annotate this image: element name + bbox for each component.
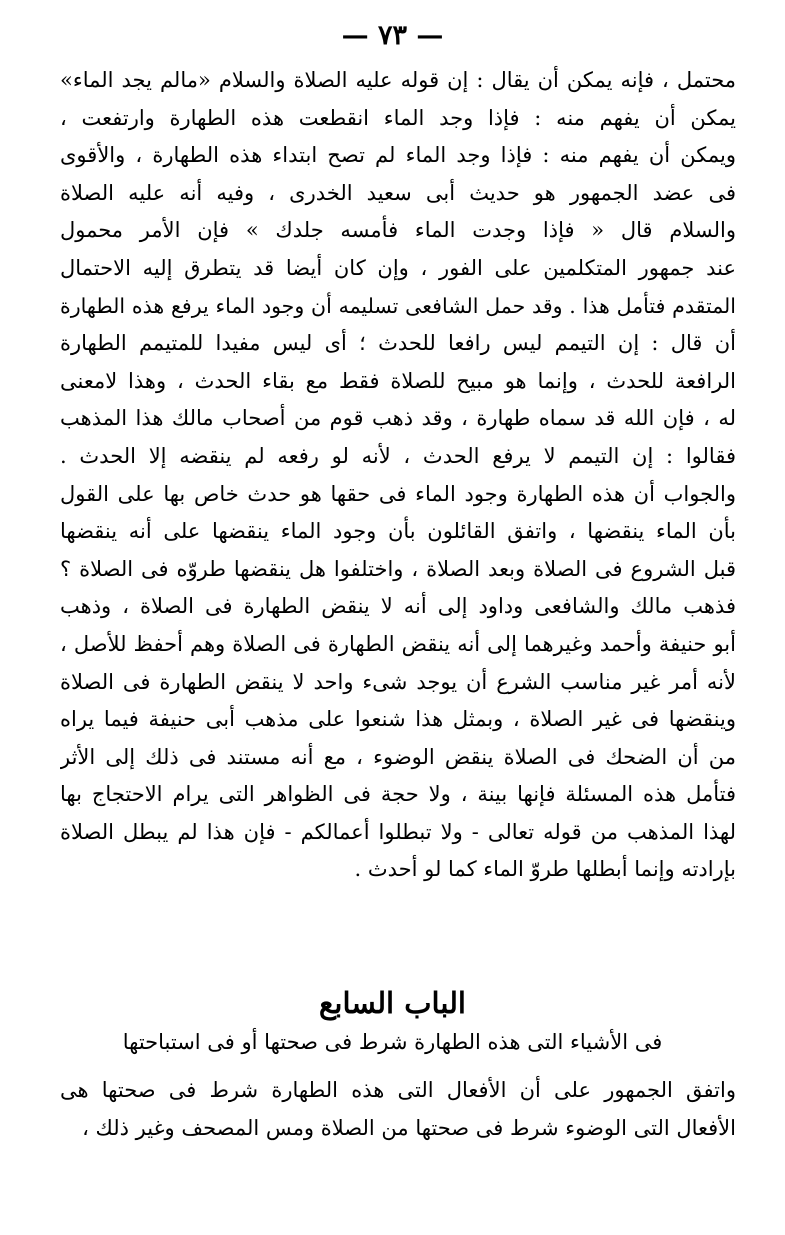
text-line: فى عضد الجمهور هو حديث أبى سعيد الخدرى ، وفيه أنه عليه الصلاة [60, 180, 736, 205]
text-line: لأنه أمر غير مناسب الشرع أن يوجد شىء واحد لا ينقض الطهارة فى الصلاة [60, 669, 736, 694]
text-line: له ، فإن الله قد سماه طهارة ، وقد ذهب قوم من أصحاب مالك هذا المذهب [60, 406, 736, 431]
text-line: فتأمل هذه المسئلة فإنها بينة ، ولا حجة فى الظواهر التى يرام الاحتجاج بها [60, 782, 736, 807]
text-line: الرافعة للحدث ، وإنما هو مبيح للصلاة فقط مع بقاء الحدث ، وهذا لامعنى [60, 368, 736, 393]
text-line: أن قال : إن التيمم ليس رافعا للحدث ؛ أى ليس مفيدا للمتيمم الطهارة [60, 331, 736, 356]
text-line: فذهب مالك والشافعى وداود إلى أنه لا ينقض الطهارة فى الصلاة ، وذهب [60, 594, 736, 619]
text-line: المتقدم فتأمل هذا . وقد حمل الشافعى تسليمه أن وجود الماء يرفع هذه الطهارة [60, 293, 736, 318]
text-line: محتمل ، فإنه يمكن أن يقال : إن قوله عليه الصلاة والسلام «مالم يجد الماء» [60, 68, 736, 92]
text-line: ويمكن أن يفهم منه : فإذا وجد الماء لم تصح ابتداء هذه الطهارة ، والأقوى [60, 143, 736, 168]
text-line: واتفق الجمهور على أن الأفعال التى هذه الطهارة شرط فى صحتها هى [60, 1078, 736, 1102]
text-line: وينقضها فى غير الصلاة ، وبمثل هذا شنعوا على مذهب أبى حنيفة فيما يراه [60, 707, 736, 732]
text-line: عند جمهور المتكلمين على الفور ، وإن كان أيضا قد يتطرق إليه الاحتمال [60, 255, 736, 280]
text-line: لهذا المذهب من قوله تعالى - ولا تبطلوا أعمالكم - فإن هذا لم يبطل الصلاة [60, 819, 736, 844]
text-line: بأن الماء ينقضها ، واتفق القائلون بأن وجود الماء ينقضها على أنه ينقضها [60, 519, 736, 544]
text-line: والجواب أن هذه الطهارة وجود الماء فى حقها هو حدث خاص بها على القول [60, 481, 736, 506]
main-paragraph [60, 62, 736, 889]
text-line: والسلام قال « فإذا وجدت الماء فأمسه جلدك » فإن الأمر محمول [60, 218, 736, 243]
text-line: يمكن أن يفهم منه : فإذا وجد الماء انقطعت هذه الطهارة وارتفعت ، [60, 105, 736, 130]
text-line: فقالوا : إن التيمم لا يرفع الحدث ، لأنه لو رفعه لم ينقضه إلا الحدث . [60, 443, 736, 468]
text-line: أبو حنيفة وأحمد وغيرهما إلى أنه ينقض الطهارة فى الصلاة وهم أحفظ للأصل ، [60, 631, 736, 656]
chapter-subheading: فى الأشياء التى هذه الطهارة شرط فى صحتها أو فى استباحتها [122, 1030, 663, 1054]
text-line: قبل الشروع فى الصلاة وبعد الصلاة ، واختلفوا هل ينقضها طروّه فى الصلاة ؟ [60, 556, 736, 581]
page-number: — ٧٣ — [341, 20, 444, 51]
text-line: الأفعال التى الوضوء شرط فى صحتها من الصلاة ومس المصحف وغير ذلك ، [82, 1115, 736, 1140]
chapter-heading: الباب السابع [319, 986, 466, 1020]
closing-paragraph [60, 1072, 736, 1147]
text-line: بإرادته وإنما أبطلها طروّ الماء كما لو أحدث . [354, 857, 736, 882]
text-line: من أن الضحك فى الصلاة ينقض الوضوء ، مع أنه مستند فى ذلك إلى الأثر [60, 744, 736, 769]
